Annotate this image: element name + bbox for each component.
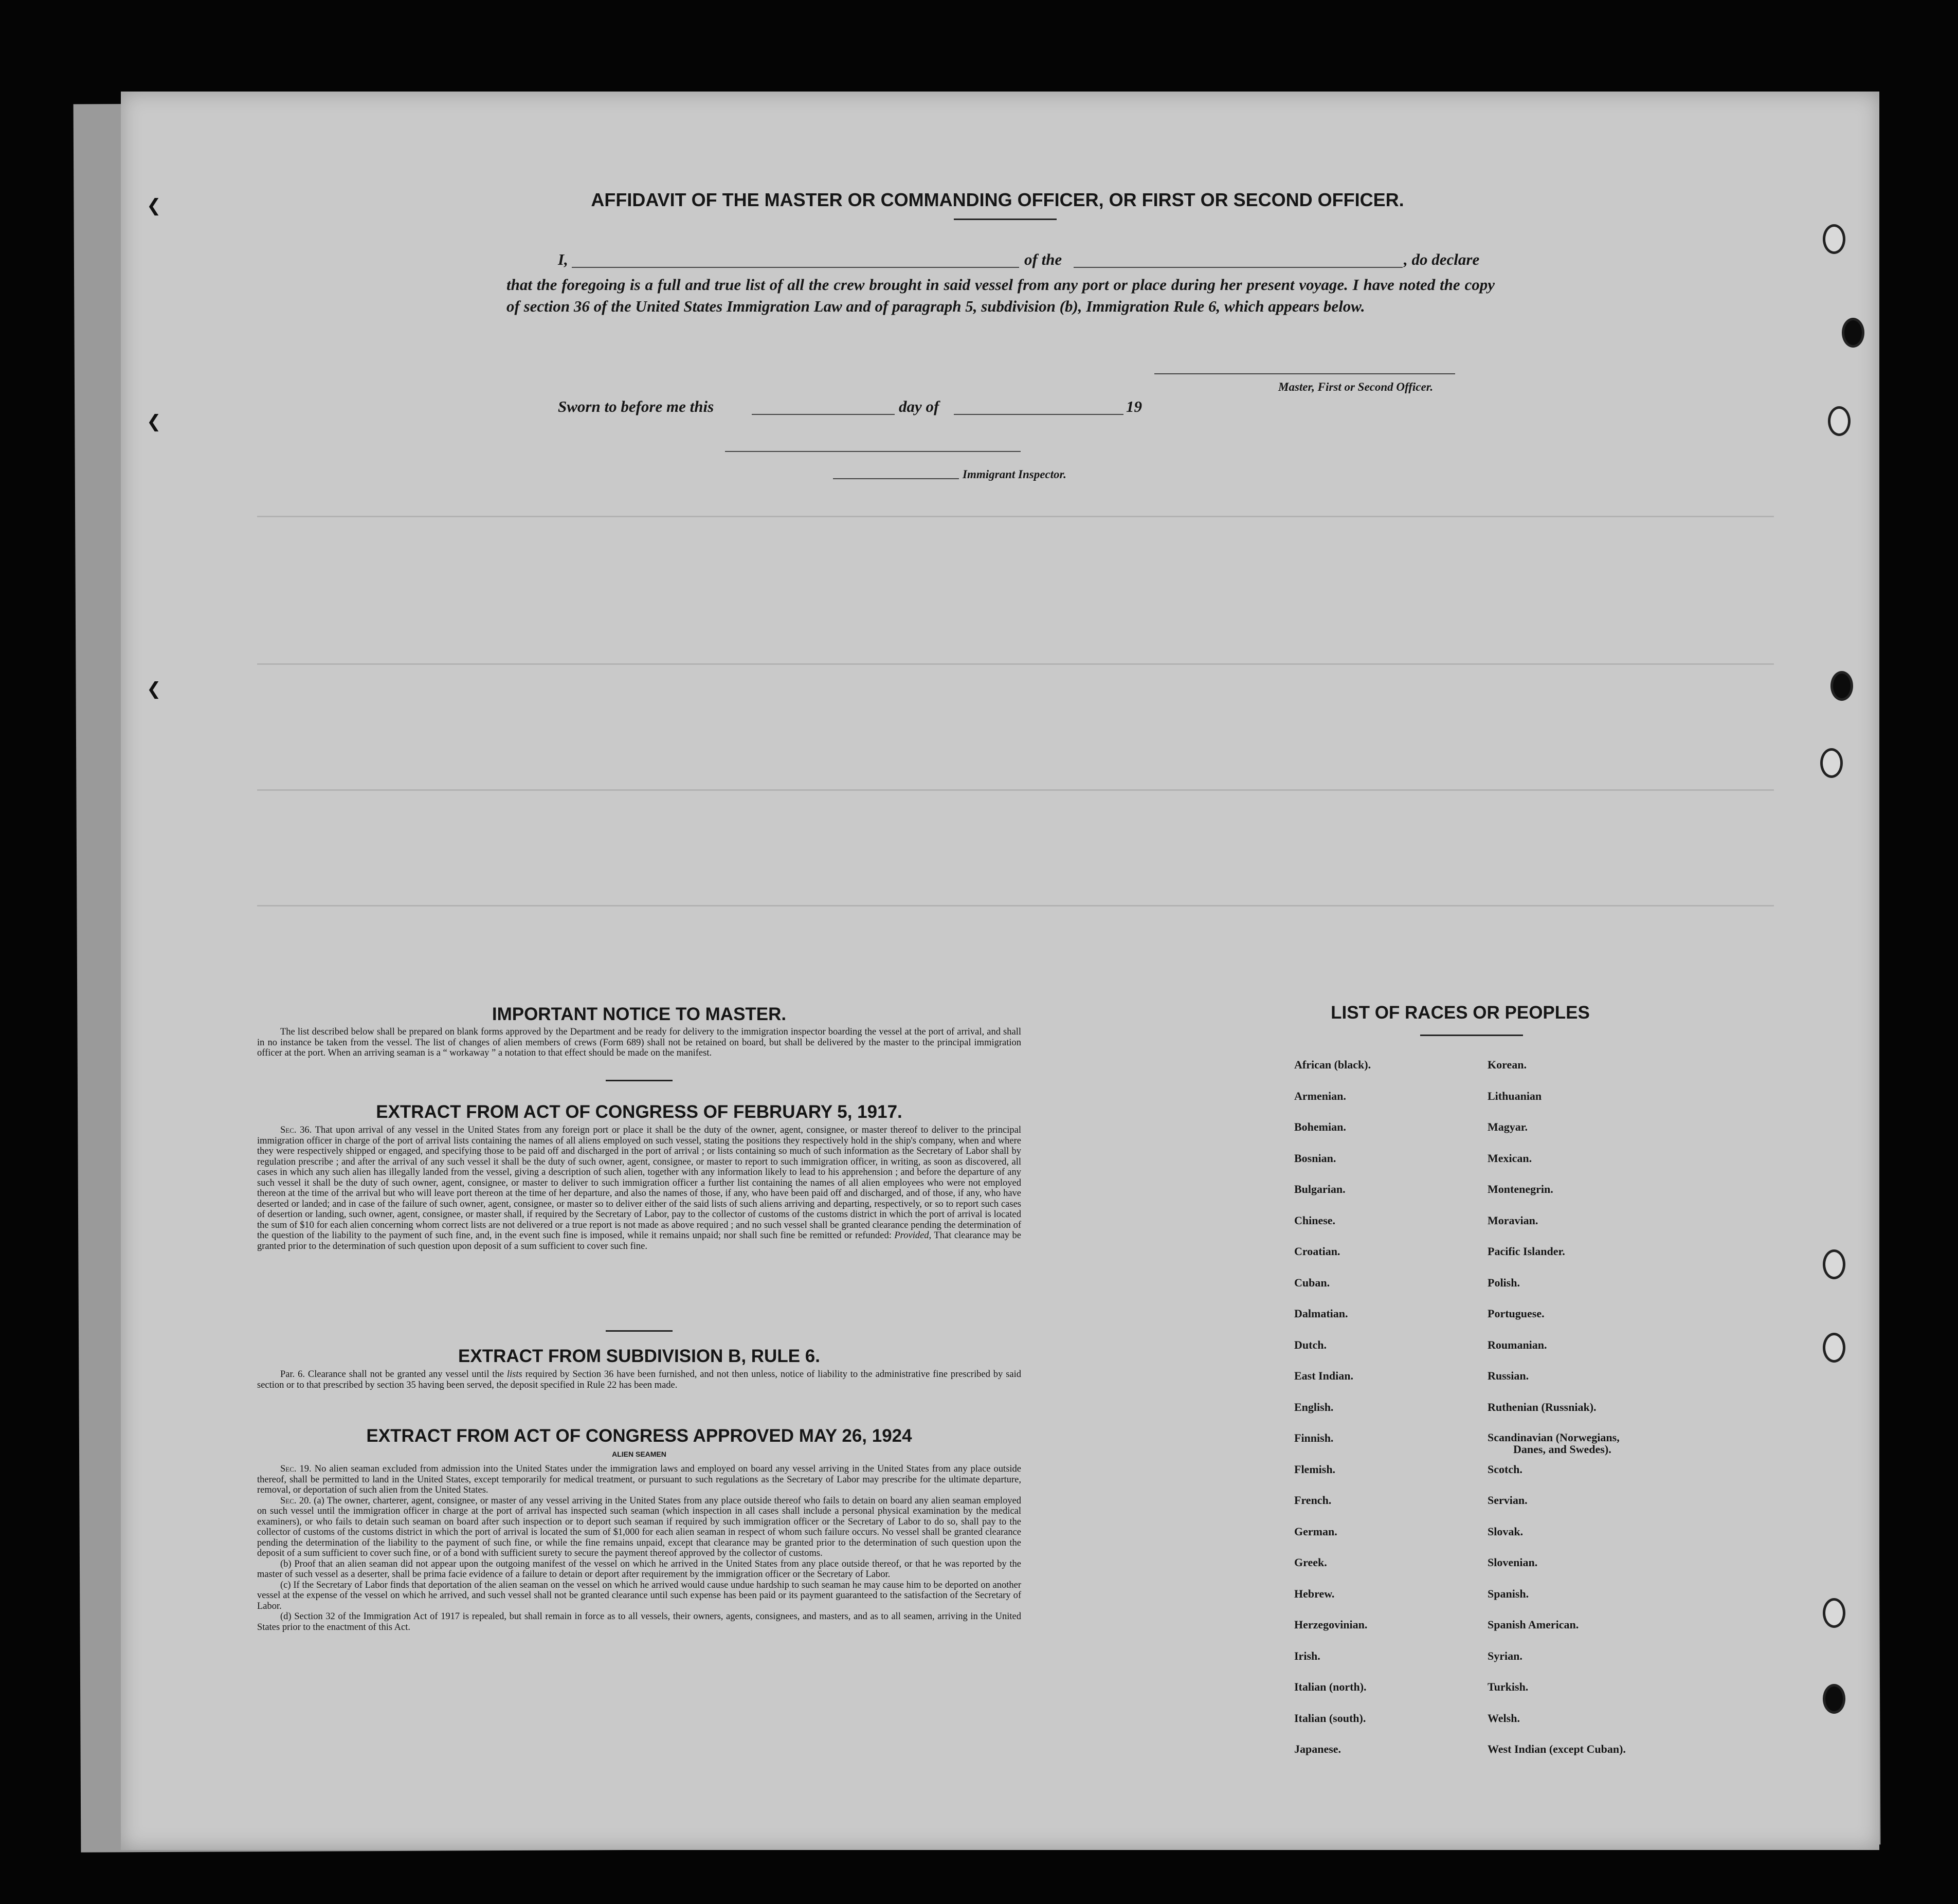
race-item: Turkish. bbox=[1488, 1680, 1529, 1693]
ghost-rule bbox=[257, 905, 1774, 906]
race-item: Scotch. bbox=[1488, 1462, 1522, 1476]
year-prefix: 19 bbox=[1126, 397, 1142, 415]
extract-1917-title: EXTRACT FROM ACT OF CONGRESS OF FEBRUARY 5, 1917. bbox=[376, 1102, 902, 1122]
race-item: Italian (north). bbox=[1294, 1680, 1367, 1693]
race-item: Syrian. bbox=[1488, 1649, 1522, 1662]
race-item: Magyar. bbox=[1488, 1120, 1528, 1133]
sworn-month-blank bbox=[954, 414, 1123, 415]
race-item: English. bbox=[1294, 1400, 1334, 1413]
provided-word: Provided, bbox=[894, 1230, 932, 1241]
section-36-label: Sec. 36. bbox=[280, 1125, 312, 1135]
race-item-line: Scandinavian (Norwegians, bbox=[1488, 1431, 1620, 1444]
race-item: Servian. bbox=[1488, 1494, 1528, 1507]
races-column-1 bbox=[1294, 1058, 1371, 1774]
race-item: Slovak. bbox=[1488, 1525, 1524, 1538]
race-item: Portuguese. bbox=[1488, 1307, 1545, 1320]
race-item: Dutch. bbox=[1294, 1338, 1327, 1351]
race-item: Moravian. bbox=[1488, 1213, 1538, 1227]
extract-1917-body bbox=[257, 1125, 1021, 1252]
master-signature-blank bbox=[1154, 373, 1455, 374]
race-item: Russian. bbox=[1488, 1369, 1529, 1382]
race-item: Welsh. bbox=[1488, 1711, 1520, 1725]
race-item: French. bbox=[1294, 1494, 1332, 1507]
race-item-line: Danes, and Swedes). bbox=[1513, 1443, 1611, 1456]
section-20-label: Sec. 20. bbox=[280, 1495, 311, 1506]
inspector-signature-blank bbox=[725, 451, 1021, 452]
notice-title: IMPORTANT NOTICE TO MASTER. bbox=[492, 1004, 787, 1024]
section-36-paragraph bbox=[257, 1125, 1021, 1252]
race-item: German. bbox=[1294, 1525, 1337, 1538]
section-20c-paragraph: (c) If the Secretary of Labor finds that deportation of the alien seaman on the vessel on which he arrived would cause undue hardship to such seaman he may cause him to be deported on another vessel at the expense of the vessel on which he arrived, and such vessel shall not be granted clearance until such expense has been paid or its payment guaranteed to the satisfaction of the Secretary of Labor. bbox=[257, 1580, 1021, 1611]
race-item: Cuban. bbox=[1294, 1276, 1330, 1289]
par-6-paragraph bbox=[257, 1369, 1021, 1390]
extract-1924-title: EXTRACT FROM ACT OF CONGRESS APPROVED MAY 26, 1924 bbox=[366, 1426, 912, 1446]
declarant-prefix: I, bbox=[558, 250, 568, 268]
race-item: Ruthenian (Russniak). bbox=[1488, 1400, 1597, 1413]
binder-hole bbox=[1820, 748, 1843, 778]
day-of-label: day of bbox=[899, 397, 939, 415]
binder-hole bbox=[1842, 318, 1864, 348]
race-item: Spanish American. bbox=[1488, 1618, 1579, 1631]
sworn-text: Sworn to before me this bbox=[558, 397, 714, 415]
race-item: Croatian. bbox=[1294, 1245, 1340, 1258]
page-edge-mark: ❮ bbox=[147, 195, 161, 216]
ghost-rule bbox=[257, 663, 1774, 665]
page-edge-mark: ❮ bbox=[147, 411, 161, 432]
race-item: Polish. bbox=[1488, 1276, 1520, 1289]
race-item: Flemish. bbox=[1294, 1462, 1336, 1476]
race-item: Bohemian. bbox=[1294, 1120, 1346, 1133]
inspector-label: Immigrant Inspector. bbox=[963, 468, 1066, 481]
section-19-label: Sec. 19. bbox=[280, 1464, 312, 1474]
sworn-day-blank bbox=[752, 414, 895, 415]
race-item: Mexican. bbox=[1488, 1151, 1532, 1165]
section-20b-paragraph: (b) Proof that an alien seaman did not appear upon the outgoing manifest of the vessel on which he arrived in the United States from any place outside thereof, or that he was reported by the master of such vessel as a deserter, shall be prima facie evidence of a failure to detain or deport after requirement by the immigration officer or the Secretary of Labor. bbox=[257, 1558, 1021, 1580]
section-19-paragraph bbox=[257, 1464, 1021, 1496]
affidavit-body: that the foregoing is a full and true list of all the crew brought in said vessel from any port or place during her present voyage. I have noted the copy of section 36 of the United States Immigration Law and of paragraph 5, subdivision (b), Immigration Rule 6, which appears below. bbox=[506, 276, 1495, 315]
race-item-scandinavian bbox=[1488, 1431, 1626, 1463]
binder-hole bbox=[1823, 1598, 1845, 1628]
inspector-dotted-blank bbox=[833, 478, 959, 479]
par-6-text-a: Par. 6. Clearance shall not be granted any vessel until the bbox=[280, 1369, 504, 1380]
race-item: Montenegrin. bbox=[1488, 1183, 1553, 1195]
vessel-name-blank bbox=[1074, 267, 1403, 268]
section-20d-paragraph: (d) Section 32 of the Immigration Act of 1917 is repealed, but shall remain in force as to all vessels, their owners, agents, consignees, and masters, and as to all seamen, arriving in the United States prior to the enactment of this Act. bbox=[257, 1611, 1021, 1633]
section-36-text: That upon arrival of any vessel in the United States from any foreign port or place it shall be the duty of the owner, agent, consignee, or master thereof to deliver to the principal immigration officer in charge of the port of arrival lists containing the names of all aliens employed on such vessel, stating the positions they respectively hold in the ship's company, when and where they were respectively shipped or engaged, and specifying those to be paid off and discharged in the port of arrival ; or lists containing so much of such information as the Secretary of Labor shall by regulation prescribe ; and after the arrival of any such vessel it shall be the duty of such owner, agent, consignee, or master to report to such immigration officer, in writing, as soon as discovered, all cases in which any such alien has illegally landed from the vessel, giving a description of such alien, together with any information likely to lead to his apprehension ; and before the departure of any such vessel it shall be the duty of such owner, agent, consignee, or master to deliver to such immigration officer a further list containing the names of all alien employees who were not employed thereon at the time of the arrival but who will leave port thereon at the time of her departure, and also the names of those, if any, who have been paid off and discharged, and of those, if any, who have deserted or landed; and in case of the failure of such owner, agent, consignee, or master so to deliver either of the said lists of such aliens arriving and departing, respectively, or so to report such cases of desertion or landing, such owner, agent, consignee, or master shall, if required by the Secretary of Labor, pay to the collector of customs of the customs district in which the port of arrival is located the sum of $10 for each alien concerning whom correct lists are not delivered or a true report is not made as above required ; and no such vessel shall be granted clearance pending the determination of the question of the liability to the payment of such fine, and, in the event such fine is imposed, while it remains unpaid; nor shall such fine be remitted or refunded: bbox=[257, 1125, 1021, 1241]
extract-1924-body bbox=[257, 1464, 1021, 1633]
section-19-text: No alien seaman excluded from admission into the United States under the immigration laws and employed on board any vessel arriving in the United States from any place outside thereof, shall be permitted to land in the United States, except temporarily for medical treatment, or pursuant to such regulations as the Secretary of Labor may prescribe for the ultimate departure, removal, or deportation of such alien from the United States. bbox=[257, 1464, 1021, 1495]
declarant-line bbox=[558, 250, 568, 269]
alien-seamen-subtitle: ALIEN SEAMEN bbox=[612, 1450, 666, 1458]
par-6-text-b: required by Section 36 have been furnished, and not then unless, notice of liability to the administrative fine prescribed by said section or to that prescribed by section 35 having been served, the deposit specified in Rule 22 has been made. bbox=[257, 1369, 1022, 1390]
races-column-2 bbox=[1488, 1058, 1626, 1774]
of-the-label: of the bbox=[1024, 250, 1062, 268]
ghost-rule bbox=[257, 516, 1774, 517]
races-title: LIST OF RACES OR PEOPLES bbox=[1331, 1003, 1590, 1023]
lists-word: lists bbox=[506, 1369, 522, 1380]
declarant-name-blank bbox=[572, 267, 1019, 268]
race-item: African (black). bbox=[1294, 1058, 1371, 1071]
title-underline bbox=[954, 219, 1057, 220]
race-item: Herzegovinian. bbox=[1294, 1618, 1368, 1631]
page-edge-mark: ❮ bbox=[147, 679, 161, 699]
race-item: Bosnian. bbox=[1294, 1151, 1336, 1165]
declare-label: , do declare bbox=[1404, 250, 1480, 268]
race-item: Dalmatian. bbox=[1294, 1307, 1348, 1320]
race-item: Chinese. bbox=[1294, 1213, 1336, 1227]
binder-hole bbox=[1830, 671, 1853, 701]
extract-rule6-body bbox=[257, 1369, 1021, 1390]
race-item: Finnish. bbox=[1294, 1431, 1334, 1444]
race-item: Pacific Islander. bbox=[1488, 1245, 1565, 1258]
race-item: Roumanian. bbox=[1488, 1338, 1547, 1351]
binder-hole bbox=[1823, 224, 1845, 254]
race-item: Greek. bbox=[1294, 1556, 1327, 1569]
race-item: Hebrew. bbox=[1294, 1587, 1335, 1600]
race-item: Armenian. bbox=[1294, 1089, 1346, 1102]
notice-paragraph: The list described below shall be prepared on blank forms approved by the Department and be ready for delivery to the immigration inspector boarding the vessel at the port of arrival, and shall in no instance be taken from the vessel. The list of changes of alien members of crews (Form 689) shall not be retained on board, but shall be delivered by the master to the principal immigration officer at the port. When an arriving seaman is a “ workaway ” a notation to that effect should be made on the manifest. bbox=[257, 1027, 1021, 1058]
race-item: Slovenian. bbox=[1488, 1556, 1538, 1569]
notice-body bbox=[257, 1027, 1021, 1059]
race-item: East Indian. bbox=[1294, 1369, 1353, 1382]
race-item: Lithuanian bbox=[1488, 1089, 1542, 1102]
binder-hole bbox=[1823, 1249, 1845, 1279]
race-item: Bulgarian. bbox=[1294, 1183, 1346, 1195]
section-divider bbox=[606, 1080, 673, 1081]
ghost-rule bbox=[257, 789, 1774, 791]
races-title-underline bbox=[1420, 1035, 1523, 1036]
race-item: Korean. bbox=[1488, 1058, 1527, 1071]
race-item: Italian (south). bbox=[1294, 1711, 1366, 1725]
binder-hole bbox=[1823, 1684, 1845, 1714]
section-20a-text: (a) The owner, charterer, agent, consignee, or master of any vessel arriving in the United States from any place outside thereof who fails to detain on board any alien seaman employed on such vessel until the immigration officer in charge at the port of arrival has inspected such seaman (which inspection in all cases shall include a personal physical examination by the medical examiners), or who fails to detain such seaman on board after such inspection or to deport such seaman if required by such immigration officer or the Secretary of Labor to do so, shall pay to the collector of customs of the customs district in which the port of arrival is located the sum of $1,000 for each alien seaman in respect of whom such failure occurs. No vessel shall be granted clearance pending the determination of the liability to the payment of such fine, or while the fine remains unpaid, except that clearance may be granted prior to the determination of such question upon the deposit of a sum sufficient to cover such fine, or of a bond with sufficient surety to secure the payment thereof approved by the collector of customs. bbox=[257, 1495, 1022, 1558]
race-item: Spanish. bbox=[1488, 1587, 1529, 1600]
extract-rule6-title: EXTRACT FROM SUBDIVISION B, RULE 6. bbox=[458, 1346, 820, 1366]
race-item: West Indian (except Cuban). bbox=[1488, 1743, 1626, 1755]
master-signature-label: Master, First or Second Officer. bbox=[1278, 380, 1434, 393]
section-20a-paragraph bbox=[257, 1496, 1021, 1559]
section-36-end: That clearance may be granted prior to the determination of such question upon deposit of a sum sufficient to cover such fine. bbox=[257, 1230, 1022, 1252]
affidavit-title: AFFIDAVIT OF THE MASTER OR COMMANDING OFFICER, OR FIRST OR SECOND OFFICER. bbox=[591, 189, 1404, 210]
binder-hole bbox=[1823, 1333, 1845, 1363]
section-divider bbox=[606, 1330, 673, 1332]
binder-hole bbox=[1828, 406, 1851, 436]
race-item: Irish. bbox=[1294, 1649, 1320, 1662]
race-item: Japanese. bbox=[1294, 1743, 1341, 1755]
